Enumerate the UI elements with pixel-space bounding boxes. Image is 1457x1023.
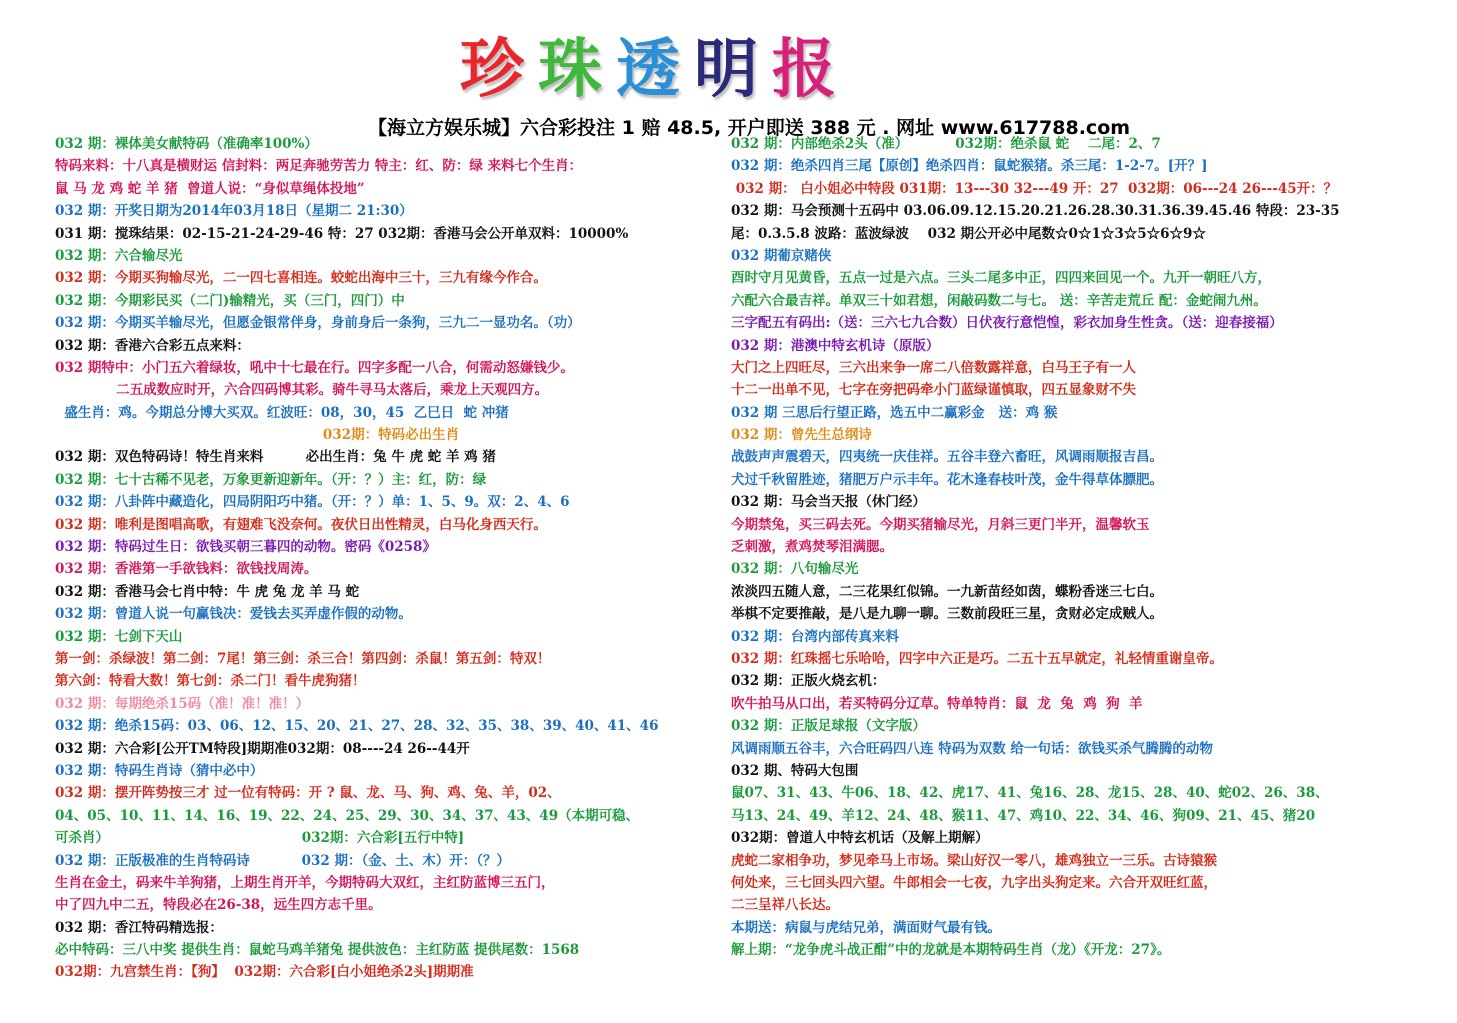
title-char: 透 (616, 33, 694, 107)
text-line: 032 期：八卦阵中藏造化，四局阴阳巧中猪。（开：？）单：1、5、9。双：2、4、6 (55, 494, 570, 511)
text-line: 031 期：搅珠结果：02-15-21-24-29-46 特：27 032期：香港马会公开单双料：10000% (55, 225, 629, 242)
text-line: 何处来，三七回头四六望。牛郎相会一七夜，九字出头狗定来。六合开双旺红蓝， (731, 874, 1217, 891)
text-line: 032 期：绝杀15码：03、06、12、15、20、21、27、28、32、35、38、39、40、41、46 (55, 718, 659, 735)
text-line: 032期：特码必出生肖 (55, 427, 460, 444)
text-line: 第六剑：特看大数！第七剑：杀二门！看牛虎狗猪！ (55, 673, 366, 690)
text-line: 解上期：“龙争虎斗战正酣”中的龙就是本期特码生肖（龙）《开龙：27》。 (731, 942, 1171, 959)
text-line: 032 期：马会当天报（休门经） (731, 494, 926, 511)
text-line: 032 期：正版足球报（文字版） (731, 718, 926, 735)
text-line: 032 期 三思后行望正路，选五中二赢彩金 送：鸡 猴 (731, 404, 1058, 421)
text-line: 鼠 马 龙 鸡 蛇 羊 猪 曾道人说：“身似草绳体投地” (55, 180, 365, 197)
text-line: 032 期：七剑下天山 (55, 628, 183, 645)
text-line: 盛生肖：鸡。今期总分博大买双。红波旺：08，30，45 乙巳日 蛇 冲猪 (55, 404, 509, 421)
title-char: 珠 (538, 33, 616, 107)
text-line: 本期送：病鼠与虎结兄弟，满面财气最有钱。 (731, 919, 1001, 936)
right-column (731, 133, 1431, 961)
text-line: 马13、24、49、羊12、24、48、猴11、47、鸡10、22、34、46、狗09、21、45、猪20 (731, 807, 1316, 824)
text-line: 032 期：特码过生日：欲钱买朝三暮四的动物。密码《0258》 (55, 539, 436, 556)
text-line: 犬过千秋留胜迹，猪肥万户示丰年。花木逢春枝叶茂，金牛得草体膘肥。 (731, 471, 1163, 488)
text-line: 二三呈祥八长达。 (731, 897, 839, 914)
text-line: 032 期：台湾内部传真来料 (731, 628, 899, 645)
text-line: 032 期：正版火烧玄机： (731, 673, 886, 690)
text-line: 032 期：开奖日期为2014年03月18日（星期二 21:30） (55, 203, 413, 220)
text-line: 032 期：唯利是图唱高歌，有翅难飞没奈何。夜伏日出性精灵，白马化身西天行。 (55, 516, 547, 533)
title-char: 报 (772, 33, 850, 107)
text-line: 特码来料：十八真是横财运 信封料：两足奔驰劳苦力 特主：红、防：绿 来料七个生肖： (55, 158, 583, 175)
text-line: 032 期：七十古稀不见老，万象更新迎新年。（开：？）主：红，防：绿 (55, 471, 487, 488)
text-line: 032 期：今期买狗输尽光，二一四七喜相连。蛟蛇出海中三十，三九有缘今作合。 (55, 270, 547, 287)
text-line: 吹牛拍马从口出，若买特码分辽草。特单特肖：鼠 龙 兔 鸡 狗 羊 (731, 695, 1143, 712)
text-line: 032 期：香港马会七肖中特：牛 虎 兔 龙 羊 马 蛇 (55, 583, 360, 600)
text-line: 032 期：今期彩民买（二门)输精光，买（三门，四门）中 (55, 292, 405, 309)
text-line: 生肖在金土，码来牛羊狗猪，上期生肖开羊，今期特码大双红，主红防蓝博三五门， (55, 874, 555, 891)
text-line: 032 期：六合输尽光 (55, 247, 183, 264)
text-line: 尾：0.3.5.8 波路：蓝波绿波 032 期公开必中尾数☆0☆1☆3☆5☆6☆9☆ (731, 225, 1206, 242)
text-line: 乏刺激，煮鸡焚琴泪满腮。 (731, 539, 893, 556)
text-line: 浓淡四五随人意，二三花果红似锦。一九新苗经如茵，蝶粉香迷三七白。 (731, 583, 1163, 600)
text-line: 第一剑：杀绿波！第二剑：7尾！第三剑：杀三合！第四剑：杀鼠！第五剑：特双！ (55, 650, 551, 667)
text-line: 举棋不定要推敲，是八是九聊一聊。三数前段旺三星，贪财必定成贼人。 (731, 606, 1163, 623)
text-line: 032期：九宫禁生肖：【狗】 032期：六合彩[白小姐绝杀2头]期期准 (55, 964, 474, 981)
text-line: 032 期： 白小姐必中特段 031期：13---30 32---49 开：27 032期：06---24 26---45开：？ (731, 180, 1338, 197)
text-line: 032期：曾道人中特玄机话（及解上期解） (731, 830, 989, 847)
text-line: 032 期：香港第一手欲钱料：欲钱找周涛。 (55, 561, 318, 578)
text-line: 032 期：曾道人说一句赢钱决：爱钱去买弄虚作假的动物。 (55, 606, 412, 623)
title-char: 明 (694, 33, 772, 107)
text-line: 十二一出单不见，七字在旁把码牵小门蓝绿谨慎取，四五显象财不失 (731, 382, 1136, 399)
text-line: 二五成数应时开，六合四码博其彩。骑牛寻马太落后，乘龙上天观四方。 (55, 382, 549, 399)
text-line: 大门之上四旺尽，三六出来争一席二八倍数露祥意，白马王子有一人 (731, 359, 1136, 376)
text-line: 中了四九中二五，特段必在26-38，远生四方志千里。 (55, 897, 382, 914)
text-line: 虎蛇二家相争功，梦见牵马上市场。梁山好汉一零八，雄鸡独立一三乐。古诗猿猴 (731, 852, 1217, 869)
text-line: 032 期：每期绝杀15码（准！准！准！） (55, 695, 310, 712)
text-line: 032 期：六合彩[公开TM特段]期期准032期：08----24 26--44开 (55, 740, 470, 757)
text-line: 032 期：港澳中特玄机诗（原版） (731, 337, 940, 354)
text-line: 酉时守月见黄昏，五点一过是六点。三头二尾多中正，四四来回见一个。九开一朝旺八方， (731, 270, 1271, 287)
text-line: 04、05、10、11、14、16、19、22、24、25、29、30、34、37、43、49（本期可稳、 (55, 807, 640, 824)
text-line: 032 期：摆开阵势按三才 过一位有特码：开 ? 鼠、龙、马、狗、鸡、兔、羊，02、 (55, 785, 561, 802)
text-line: 032 期：香港六合彩五点来料： (55, 337, 250, 354)
text-line: 可杀肖） 032期：六合彩[五行中特] (55, 830, 465, 847)
text-line: 战鼓声声震碧天，四夷统一庆佳祥。五谷丰登六畜旺，风调雨顺报吉昌。 (731, 449, 1163, 466)
text-line: 032 期：绝杀四肖三尾【原创】绝杀四肖：鼠蛇猴猪。杀三尾：1-2-7。[开？] (731, 158, 1208, 175)
text-line: 032 期：内部绝杀2头（准） 032期：绝杀鼠 蛇 二尾：2、7 (731, 136, 1161, 152)
left-column (55, 133, 705, 984)
text-line: 032 期：双色特码诗！特生肖来料 必出生肖：兔 牛 虎 蛇 羊 鸡 猪 (55, 449, 496, 466)
text-line: 六配六合最吉祥。单双三十如君想，闲敲码数二与七。 送：辛苦走荒丘 配：金蛇闹九州。 (731, 292, 1267, 309)
text-line: 必中特码：三八中奖 提供生肖：鼠蛇马鸡羊猪兔 提供波色：主红防蓝 提供尾数：1568 (55, 942, 580, 959)
text-line: 032 期：裸体美女献特码（准确率100%） (55, 136, 318, 152)
text-line: 鼠07、31、43、牛06、18、42、虎17、41、兔16、28、龙15、28、40、蛇02、26、38、 (731, 785, 1329, 802)
text-line: 三字配五有码出:（送：三六七九合数）日伏夜行意恺惶，彩衣加身生性贪。（送：迎春接福） (731, 315, 1283, 332)
text-line: 032 期：香江特码精选报： (55, 919, 223, 936)
advert-banner: 【海立方娱乐城】六合彩投注 1 赔 48.5, 开户即送 388 元 . 网址 www.617788.com (368, 117, 1131, 139)
text-line: 今期禁兔，买三码去死。今期买猪输尽光，月斜三更门半开，温馨软玉 (731, 516, 1150, 533)
text-line: 032 期：今期买羊输尽光，但愿金银常伴身，身前身后一条狗，三九二一显功名。（功） (55, 315, 581, 332)
text-line: 032 期葡京赌侠 (731, 247, 832, 264)
text-line: 032 期：八句输尽光 (731, 561, 859, 578)
text-line: 032 期：马会预测十五码中 03.06.09.12.15.20.21.26.28.30.31.36.39.45.46 特段：23-35 (731, 203, 1340, 220)
text-line: 风调雨顺五谷丰，六合旺码四八连 特码为双数 给一句话：欲钱买杀气腾腾的动物 (731, 740, 1213, 757)
text-line: 032 期特中：小门五六着绿妆，吼中十七最在行。四字多配一八合，何需动怒嫌钱少。 (55, 359, 574, 376)
title-char: 珍 (460, 33, 538, 107)
text-line: 032 期：曾先生总纲诗 (731, 427, 872, 444)
text-line: 032 期：红珠摇七乐哈哈，四字中六正是巧。二五十五早就定，礼轻情重谢皇帝。 (731, 650, 1223, 667)
page-title (0, 30, 1310, 110)
text-line: 032 期：正版极准的生肖特码诗 032 期：（金、土、木）开：（？） (55, 852, 510, 869)
text-line: 032 期：特码生肖诗（猜中必中） (55, 762, 264, 779)
text-line: 032 期、特码大包围 (731, 762, 859, 779)
